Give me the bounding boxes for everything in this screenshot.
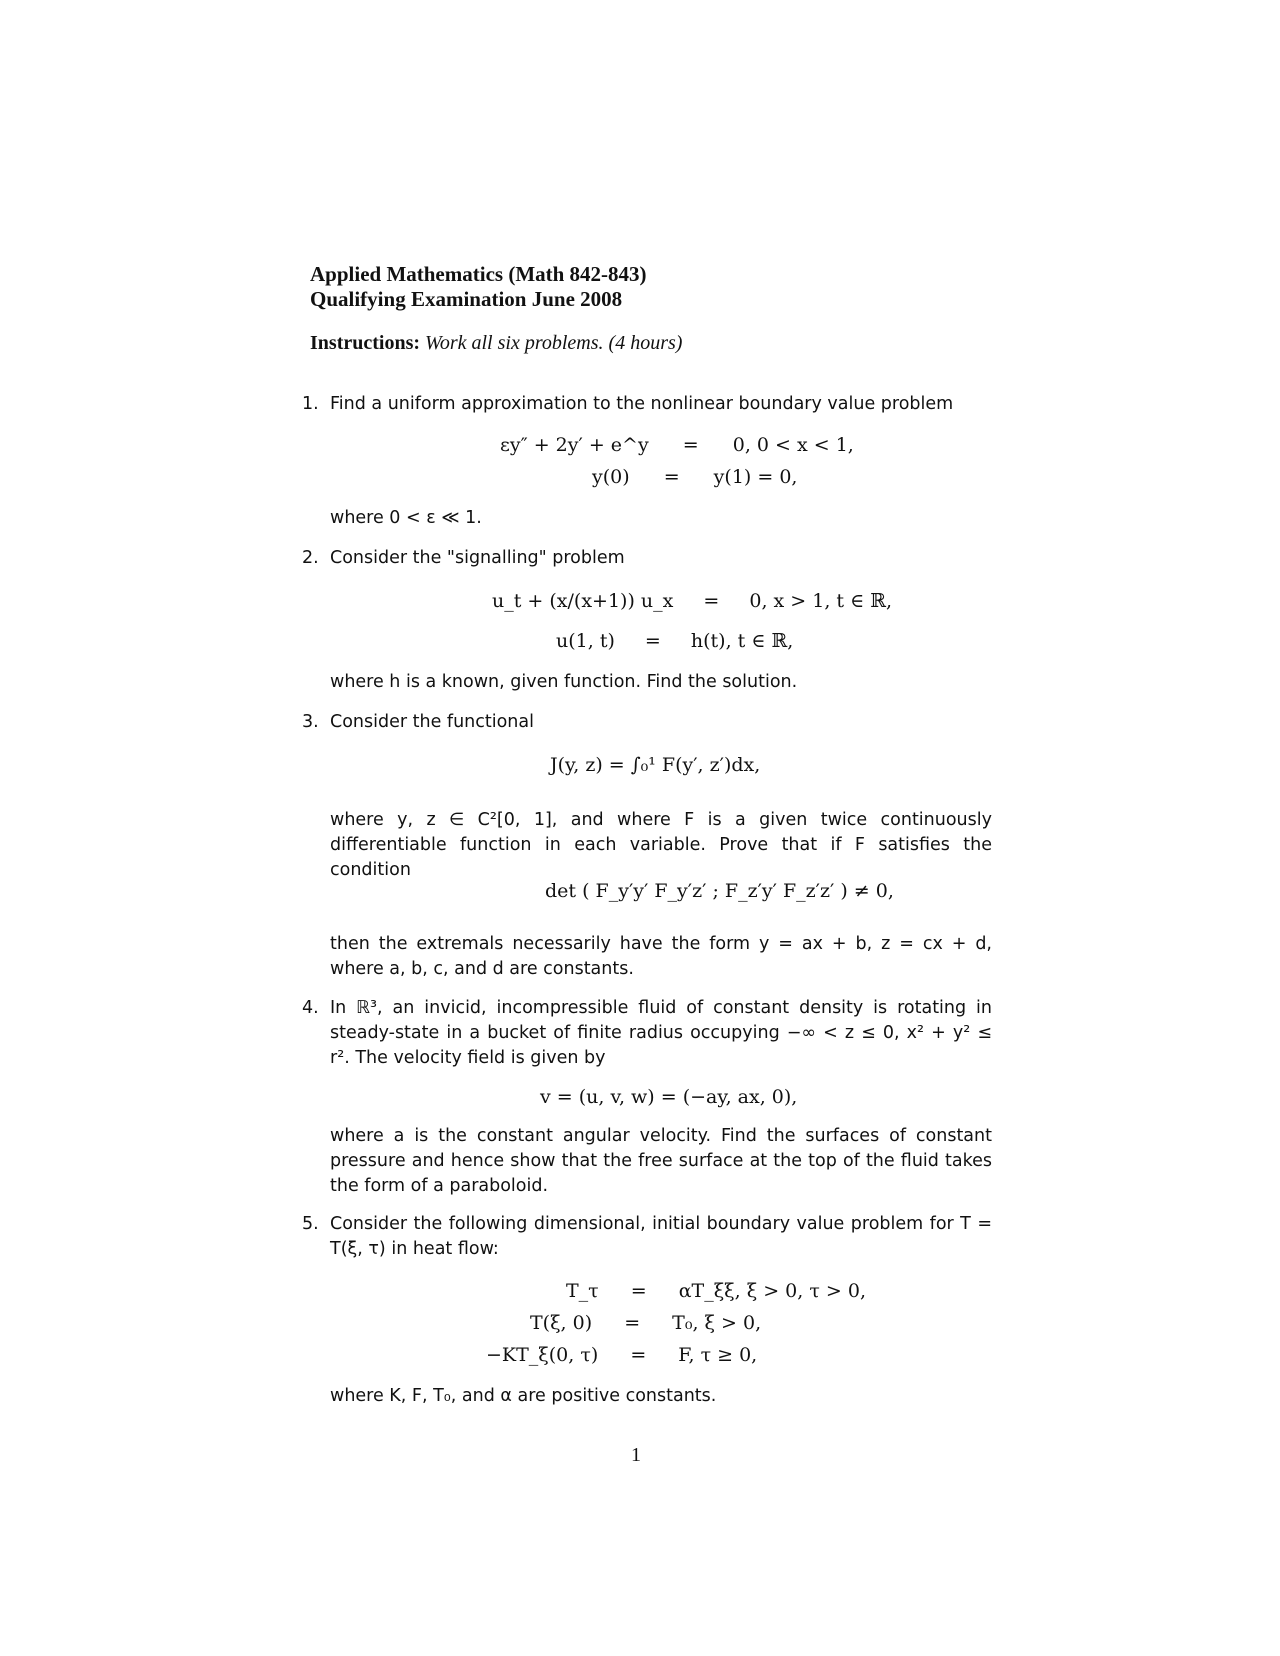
problem-text: Consider the functional xyxy=(330,712,534,732)
equation-rhs: αT_ξξ, ξ > 0, τ > 0, xyxy=(678,1280,866,1302)
problem-4-after xyxy=(302,1124,992,1199)
problem-text-after: where K, F, T₀, and α are positive constants. xyxy=(330,1386,717,1406)
problem-5-equation-1: T_τ = αT_ξξ, ξ > 0, τ > 0, xyxy=(566,1280,866,1302)
problem-5-after xyxy=(302,1384,992,1409)
equation-rhs: 0, 0 < x < 1, xyxy=(732,434,854,456)
problem-text: In ℝ³, an invicid, incompressible fluid of constant density is rotating in steady-state in a bucket of finite radius occupying −∞ < z ≤ 0, x² + y² ≤ r². The velocity field is given by xyxy=(330,998,992,1068)
problem-3-after-1 xyxy=(302,808,992,883)
problem-3-after-2 xyxy=(302,932,992,982)
problem-3-determinant xyxy=(545,880,894,902)
instructions-label: Instructions: xyxy=(310,332,421,354)
problem-4 xyxy=(302,996,992,1071)
equation-rhs: y(1) = 0, xyxy=(713,466,798,488)
problem-number: 3. xyxy=(302,712,319,732)
equation-lhs: y(0) xyxy=(592,466,630,488)
course-title: Applied Mathematics (Math 842-843) xyxy=(310,262,647,286)
equation-lhs: T(ξ, 0) xyxy=(530,1312,593,1334)
problem-3 xyxy=(302,710,992,735)
equation-rhs: T₀, ξ > 0, xyxy=(672,1312,762,1334)
equation-lhs: u(1, t) xyxy=(556,630,615,652)
problem-text: Consider the following dimensional, initial boundary value problem for T = T(ξ, τ) in heat flow: xyxy=(330,1214,992,1259)
problem-1 xyxy=(302,392,992,417)
exam-title: Qualifying Examination June 2008 xyxy=(310,287,623,311)
equation-lhs: εy″ + 2y′ + e^y xyxy=(500,434,649,456)
problem-4-equation xyxy=(540,1086,797,1108)
problem-text: Consider the "signalling" problem xyxy=(330,548,625,568)
problem-number: 2. xyxy=(302,548,319,568)
equation: J(y, z) = ∫₀¹ F(y′, z′)dx, xyxy=(550,754,761,776)
equation-lhs: u_t + (x/(x+1)) u_x xyxy=(492,590,674,612)
problem-2 xyxy=(302,546,992,571)
problem-text: Find a uniform approximation to the nonlinear boundary value problem xyxy=(330,394,954,414)
equation: v = (u, v, w) = (−ay, ax, 0), xyxy=(540,1086,798,1108)
equation-rhs: h(t), t ∈ ℝ, xyxy=(690,630,794,652)
problem-number: 5. xyxy=(302,1214,319,1234)
problem-2-after xyxy=(302,670,992,695)
equation-lhs: T_τ xyxy=(566,1280,599,1302)
problem-text-after: where y, z ∈ C²[0, 1], and where F is a given twice continuously differentiable function in each variable. Prove that if F satisfies the condition xyxy=(330,810,992,880)
problem-5-equation-2: T(ξ, 0) = T₀, ξ > 0, xyxy=(530,1312,762,1334)
problem-1-after xyxy=(302,506,992,531)
problem-1-equation-2: y(0) = y(1) = 0, xyxy=(592,466,798,488)
instructions xyxy=(310,332,682,355)
equation-rhs: F, τ ≥ 0, xyxy=(678,1344,758,1366)
problem-number: 4. xyxy=(302,998,319,1018)
problem-text-after: where h is a known, given function. Find the solution. xyxy=(330,672,798,692)
problem-5-equation-3: −KT_ξ(0, τ) = F, τ ≥ 0, xyxy=(486,1344,758,1366)
problem-5 xyxy=(302,1212,992,1262)
problem-3-equation xyxy=(550,754,760,776)
equation-lhs: −KT_ξ(0, τ) xyxy=(486,1344,599,1366)
problem-2-equation-1: u_t + (x/(x+1)) u_x = 0, x > 1, t ∈ ℝ, xyxy=(492,590,893,612)
problem-text-after: then the extremals necessarily have the form y = ax + b, z = cx + d, where a, b, c, and d are constants. xyxy=(330,934,992,979)
equation: det ( F_y′y′ F_y′z′ ; F_z′y′ F_z′z′ ) ≠ 0, xyxy=(545,880,894,902)
problem-text-after: where 0 < ε ≪ 1. xyxy=(330,508,482,528)
problem-1-equation-1: εy″ + 2y′ + e^y = 0, 0 < x < 1, xyxy=(500,434,854,456)
exam-header xyxy=(310,262,647,312)
problem-number: 1. xyxy=(302,394,319,414)
equation-rhs: 0, x > 1, t ∈ ℝ, xyxy=(749,590,893,612)
instructions-text: Work all six problems. (4 hours) xyxy=(425,332,683,354)
page-number: 1 xyxy=(631,1444,641,1466)
problem-text-after: where a is the constant angular velocity. Find the surfaces of constant pressure and hence show that the free surface at the top of the fluid takes the form of a paraboloid. xyxy=(330,1126,992,1196)
problem-2-equation-2: u(1, t) = h(t), t ∈ ℝ, xyxy=(556,630,794,652)
